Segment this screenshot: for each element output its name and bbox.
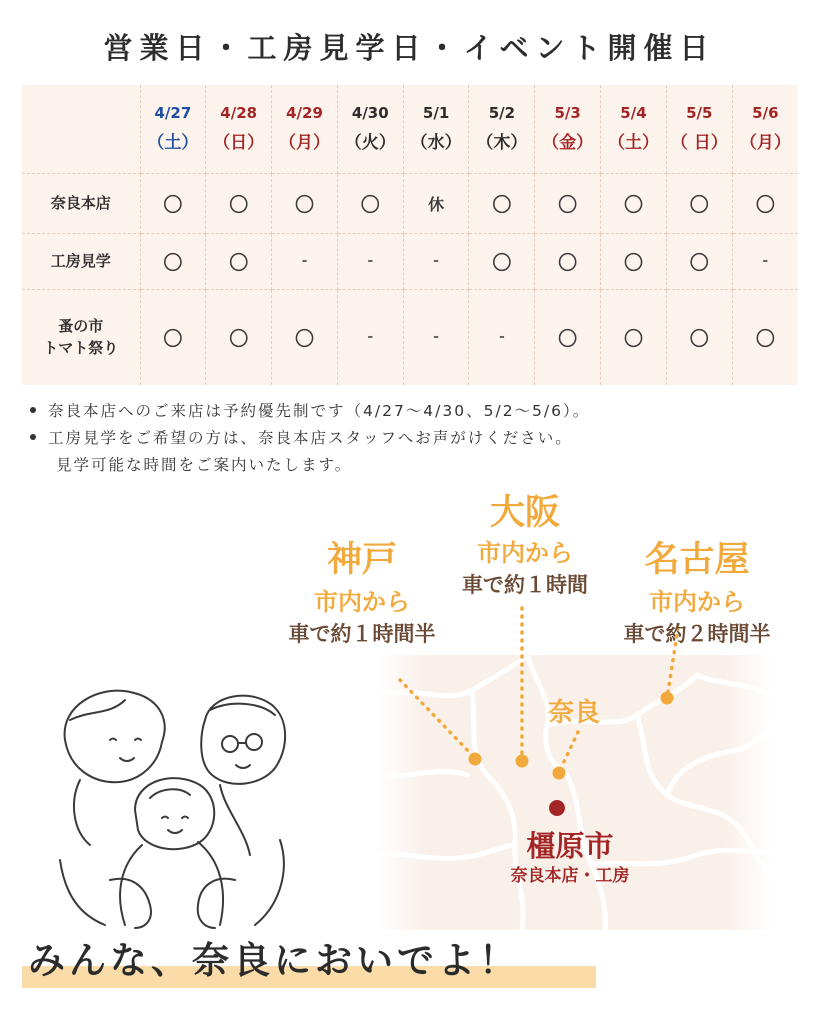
schedule-cell: 〇	[732, 173, 798, 233]
row-label-line: 蚤の市	[58, 316, 104, 335]
page-title: 営業日・工房見学日・イベント開催日	[103, 31, 716, 65]
kashihara-marker	[549, 800, 565, 816]
schedule-cell: 〇	[272, 173, 338, 233]
schedule-cell: 〇	[469, 173, 535, 233]
schedule-cell: 〇	[535, 233, 601, 289]
kashihara-sub: 奈良本店・工房	[510, 866, 630, 886]
kashihara-name: 橿原市	[526, 829, 614, 863]
date-label: 5/6	[752, 104, 779, 123]
schedule-cell: 〇	[469, 233, 535, 289]
kashihara-label	[470, 828, 670, 888]
schedule-cell: -	[403, 289, 469, 385]
weekday-label: （ 日）	[670, 133, 728, 154]
schedule-cell: -	[337, 233, 403, 289]
schedule-cell: 〇	[206, 289, 272, 385]
city-osaka	[425, 493, 625, 601]
weekday-label: （土）	[147, 133, 199, 154]
schedule-cell: 〇	[535, 173, 601, 233]
schedule-cell: 〇	[601, 233, 667, 289]
city-time: 車で約１時間	[462, 573, 588, 597]
schedule-cell: 〇	[666, 233, 732, 289]
schedule-cell: 〇	[666, 173, 732, 233]
schedule-cell: -	[732, 233, 798, 289]
date-label: 5/3	[554, 104, 581, 123]
nara-label: 奈良	[548, 698, 601, 728]
city-nagoya	[597, 540, 797, 650]
row-label: 工房見学	[22, 233, 140, 289]
nara-marker	[553, 767, 566, 780]
schedule-cell: 〇	[666, 289, 732, 385]
weekday-label: （月）	[739, 133, 791, 154]
city-sub: 市内から	[477, 539, 573, 567]
date-label: 5/2	[488, 104, 516, 123]
weekday-label: （日）	[213, 133, 265, 154]
footer-message: みんな、奈良においでよ！	[28, 939, 520, 982]
schedule-cell: 〇	[601, 289, 667, 385]
schedule-cell: 〇	[206, 233, 272, 289]
schedule-cell: -	[272, 233, 338, 289]
note-text: 奈良本店へのご来店は予約優先制です（4/27〜4/30、5/2〜5/6）。	[48, 402, 591, 420]
osaka-marker	[516, 755, 529, 768]
city-sub: 市内から	[649, 588, 745, 616]
city-sub: 市内から	[314, 588, 410, 616]
schedule-cell: -	[469, 289, 535, 385]
date-label: 4/30	[351, 104, 389, 123]
schedule-cell: 休	[403, 173, 469, 233]
schedule-cell: -	[403, 233, 469, 289]
schedule-cell: 〇	[337, 173, 403, 233]
kobe-leader	[400, 680, 472, 755]
city-time: 車で約１時間半	[288, 622, 436, 646]
city-time: 車で約２時間半	[623, 622, 771, 646]
family-illustration	[50, 680, 340, 930]
nara-leader	[561, 732, 578, 768]
city-name: 神戸	[326, 540, 397, 580]
weekday-label: （月）	[278, 133, 330, 154]
schedule-cell: 〇	[535, 289, 601, 385]
weekday-label: （水）	[410, 133, 462, 154]
weekday-label: （火）	[344, 133, 396, 154]
nagoya-marker	[661, 692, 674, 705]
note-text: 見学可能な時間をご案内いたします。	[56, 456, 353, 474]
row-label: 奈良本店	[22, 173, 140, 233]
row-label-line: トマト祭り	[43, 339, 119, 358]
note-text: 工房見学をご希望の方は、奈良本店スタッフへお声がけください。	[48, 429, 573, 447]
schedule-cell: 〇	[140, 233, 206, 289]
date-label: 5/1	[422, 104, 450, 123]
schedule-cell: 〇	[206, 173, 272, 233]
kobe-marker	[469, 753, 482, 766]
schedule-cell: 〇	[272, 289, 338, 385]
date-label: 4/29	[286, 104, 323, 123]
weekday-label: （金）	[542, 133, 594, 154]
schedule-cell: 〇	[140, 289, 206, 385]
schedule-cell: -	[337, 289, 403, 385]
schedule-cell: 〇	[140, 173, 206, 233]
date-label: 5/4	[620, 104, 647, 123]
city-name: 名古屋	[644, 540, 750, 580]
date-label: 4/28	[220, 104, 258, 123]
weekday-label: （土）	[607, 133, 659, 154]
weekday-label: （木）	[476, 133, 528, 154]
date-label: 5/5	[686, 104, 713, 123]
schedule-cell: 〇	[755, 327, 775, 350]
date-label: 4/27	[154, 104, 192, 123]
city-name: 大阪	[489, 493, 560, 533]
schedule-cell: 〇	[601, 173, 667, 233]
